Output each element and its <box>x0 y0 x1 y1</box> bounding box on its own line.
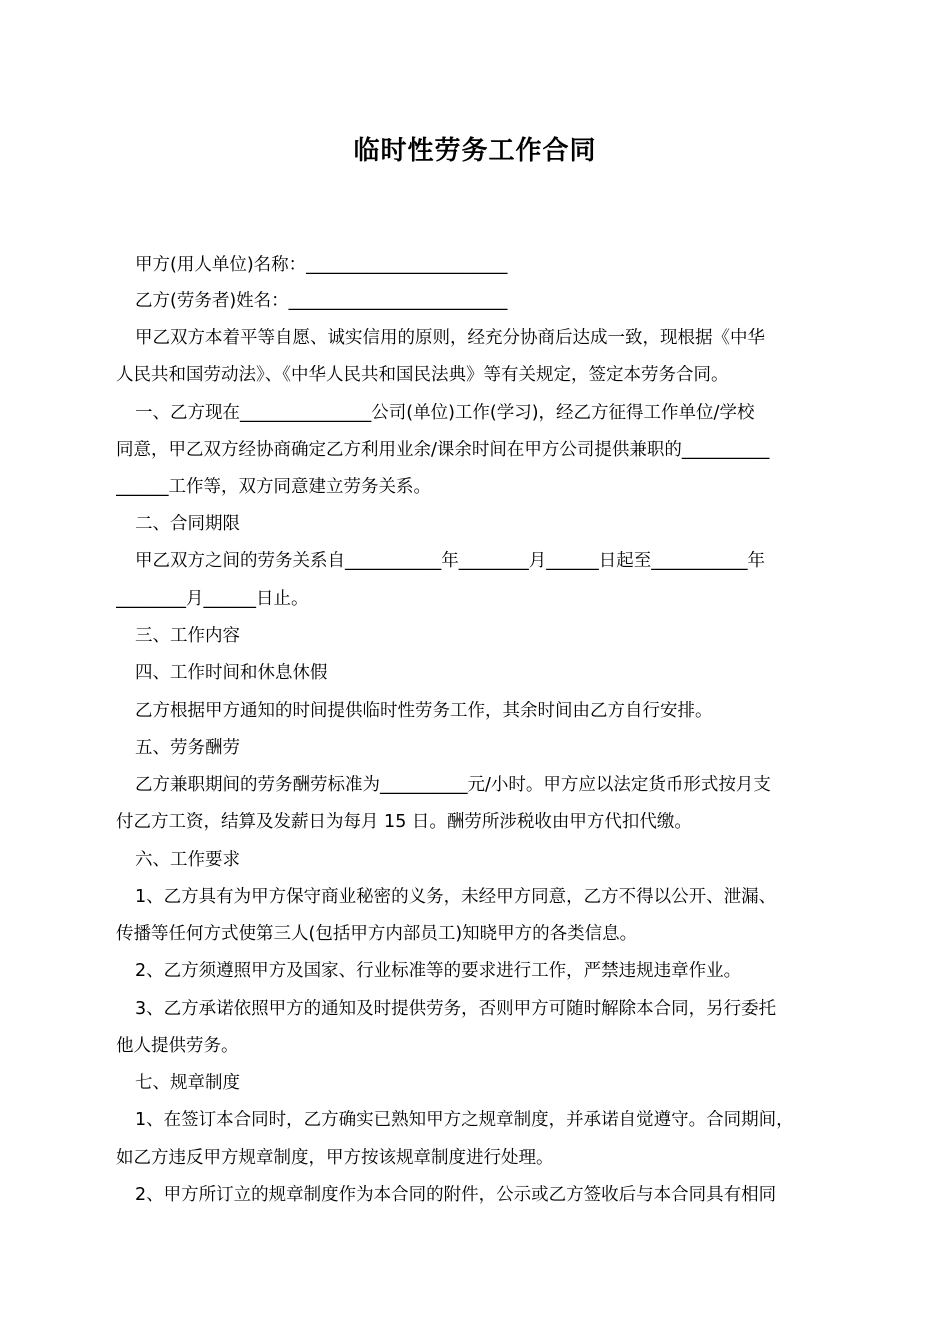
clause-2-line-2: ________月______日止。 <box>116 589 309 609</box>
clause-6-2-line-1: 2、乙方须遵照甲方及国家、行业标准等的要求进行工作，严禁违规违章作业。 <box>135 961 742 981</box>
clause-5-line-2: 付乙方工资，结算及发薪日为每月 15 日。酬劳所涉税收由甲方代扣代缴。 <box>116 812 692 832</box>
clause-6-3-line-1: 3、乙方承诺依照甲方的通知及时提供劳务，否则甲方可随时解除本合同，另行委托 <box>135 999 777 1019</box>
clause-6-1-line-2: 传播等任何方式使第三人(包括甲方内部员工)知晓甲方的各类信息。 <box>116 924 638 944</box>
document-title: 临时性劳务工作合同 <box>353 136 597 166</box>
section-5-heading: 五、劳务酬劳 <box>135 738 240 758</box>
clause-1-line-1: 一、乙方现在_______________公司(单位)工作(学习)，经乙方征得工作单位/学校 <box>135 403 755 423</box>
clause-6-1-line-1: 1、乙方具有为甲方保守商业秘密的义务，未经甲方同意，乙方不得以公开、泄漏、 <box>135 887 777 907</box>
clause-5-line-1: 乙方兼职期间的劳务酬劳标准为__________元/小时。甲方应以法定货币形式按月支 <box>135 775 771 795</box>
section-3-heading: 三、工作内容 <box>135 626 240 646</box>
party-a-name-line: 甲方(用人单位)名称：_______________________ <box>135 255 508 275</box>
clause-7-1-line-1: 1、在签订本合同时，乙方确实已熟知甲方之规章制度，并承诺自觉遵守。合同期间， <box>135 1110 794 1130</box>
clause-7-1-line-2: 如乙方违反甲方规章制度，甲方按该规章制度进行处理。 <box>116 1148 554 1168</box>
section-6-heading: 六、工作要求 <box>135 850 240 870</box>
clause-2-line-1: 甲乙双方之间的劳务关系自___________年________月______日起至___________年 <box>135 551 765 571</box>
clause-1-line-2: 同意，甲乙双方经协商确定乙方利用业余/课余时间在甲方公司提供兼职的__________ <box>116 440 770 460</box>
clause-1-line-3: ______工作等，双方同意建立劳务关系。 <box>116 477 431 497</box>
clause-6-3-line-2: 他人提供劳务。 <box>116 1036 239 1056</box>
section-2-heading: 二、合同期限 <box>135 514 240 534</box>
preamble-line-1: 甲乙双方本着平等自愿、诚实信用的原则，经充分协商后达成一致，现根据《中华 <box>135 328 765 348</box>
preamble-line-2: 人民共和国劳动法》、《中华人民共和国民法典》等有关规定，签定本劳务合同。 <box>116 365 729 385</box>
clause-4-line-1: 乙方根据甲方通知的时间提供临时性劳务工作，其余时间由乙方自行安排。 <box>135 701 713 721</box>
section-4-heading: 四、工作时间和休息休假 <box>135 663 328 683</box>
clause-7-2-line-1: 2、甲方所订立的规章制度作为本合同的附件，公示或乙方签收后与本合同具有相同 <box>135 1185 777 1205</box>
party-b-name-line: 乙方(劳务者)姓名：_________________________ <box>135 291 508 311</box>
section-7-heading: 七、规章制度 <box>135 1073 240 1093</box>
